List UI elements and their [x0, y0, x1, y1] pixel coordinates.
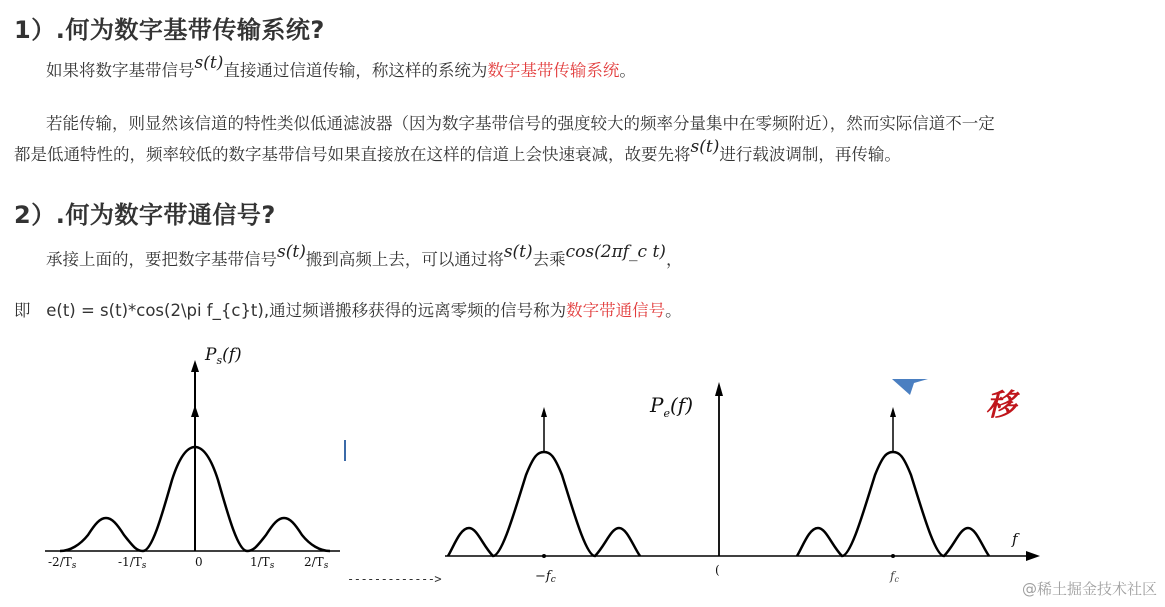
svg-text:0: 0: [195, 555, 203, 569]
ribbon-icon: [892, 379, 928, 401]
math-cos-carrier: cos(2πf_c t): [565, 242, 666, 262]
watermark: @稀土掘金技术社区: [1021, 580, 1157, 598]
section1-para1: [46, 53, 636, 83]
section2-para1: [46, 242, 683, 272]
svg-text:2/Ts: 2/Ts: [304, 555, 329, 571]
svg-text:-1/Ts: -1/Ts: [118, 555, 147, 571]
dashed-arrow: ------------->: [347, 572, 442, 586]
text: 承接上面的，要把数字基带信号: [46, 250, 277, 269]
section1-para2-line1: 若能传输，则显然该信道的特性类似低通滤波器（因为数字基带信号的强度较大的频率分量集中在零频附近），然而实际信道不一定: [46, 114, 995, 133]
svg-text:(: (: [715, 563, 720, 577]
math-s-t: s(t): [503, 242, 533, 262]
baseband-psd-chart: [40, 340, 350, 575]
svg-text:f: f: [1012, 530, 1018, 548]
text: 即: [14, 301, 31, 320]
text: 去乘: [532, 250, 566, 269]
section1-heading: 1）.何为数字基带传输系统?: [14, 16, 325, 44]
shift-character: 移: [986, 388, 1016, 423]
bandpass-psd-chart: [440, 370, 1040, 585]
text: 都是低通特性的，频率较低的数字基带信号如果直接放在这样的信道上会快速衰减，故要先将: [14, 145, 691, 164]
svg-text:−fc: −fc: [535, 569, 556, 585]
math-s-t: s(t): [194, 53, 224, 73]
svg-text:fc: fc: [890, 569, 899, 584]
text: 搬到高频上去，可以通过将: [305, 250, 504, 269]
math-s-t: s(t): [690, 137, 720, 157]
baseband-psd-figure: [40, 340, 350, 575]
text: 。: [665, 301, 682, 320]
text: 如果将数字基带信号: [46, 61, 195, 80]
section2-para2: [14, 299, 682, 323]
text: 。: [619, 61, 636, 80]
highlight-baseband-system: 数字基带传输系统: [487, 61, 620, 80]
svg-text:-2/Ts: -2/Ts: [48, 555, 77, 571]
text: 通过频谱搬移获得的远离零频的信号称为: [269, 301, 567, 320]
section2-heading: 2）.何为数字带通信号?: [14, 201, 276, 229]
formula-text: e(t) = s(t)*cos(2\pi f_{c}t),: [46, 301, 270, 320]
text-cursor: [344, 440, 346, 461]
text: 进行载波调制，再传输。: [719, 145, 901, 164]
text: ，: [665, 250, 683, 269]
y-label: $P_e(f)$: [650, 393, 693, 420]
text: 直接通过信道传输，称这样的系统为: [223, 61, 488, 80]
section1-para2-line2: [14, 137, 901, 167]
highlight-bandpass-signal: 数字带通信号: [566, 301, 666, 320]
math-s-t: s(t): [277, 242, 306, 262]
svg-text:1/Ts: 1/Ts: [250, 555, 275, 571]
y-label: $P_s(f)$: [205, 345, 242, 367]
bandpass-psd-figure: [440, 370, 1040, 585]
